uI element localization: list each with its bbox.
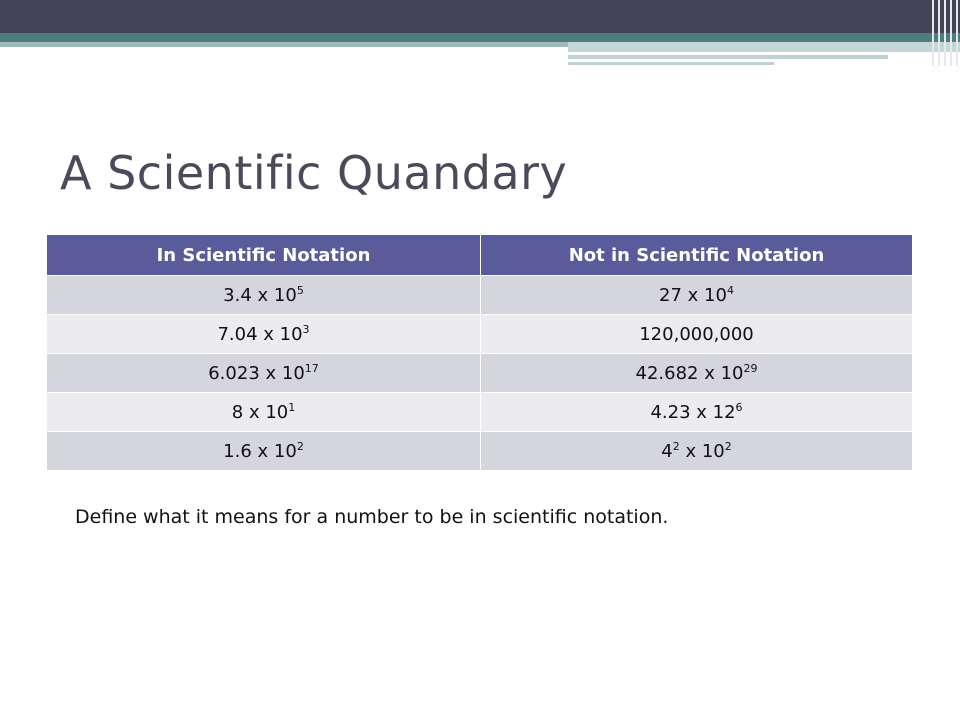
table-row	[47, 432, 912, 471]
table-cell: 7.04 x $10^3$	[47, 315, 481, 354]
table-cell: 120,000,000	[481, 315, 913, 354]
header-accent-line-short	[568, 62, 774, 65]
table-cell: 27 x $10^4$	[481, 276, 913, 315]
table-cell: 4.23 x $12^6$	[481, 393, 913, 432]
column-header-not-scientific: Not in Scientific Notation	[481, 235, 913, 276]
table-cell: 42.682 x $10^{29}$	[481, 354, 913, 393]
table-row	[47, 354, 912, 393]
header-stripes	[926, 0, 960, 66]
header-bar-light-right	[568, 42, 960, 52]
header-bar-teal	[0, 33, 960, 42]
question-prompt: Define what it means for a number to be in scientific notation.	[75, 506, 669, 528]
table-cell: 1.6 x $10^2$	[47, 432, 481, 471]
header-accent-line	[568, 55, 888, 59]
table-row	[47, 276, 912, 315]
table-cell: $4^2$ x $10^2$	[481, 432, 913, 471]
slide-title: A Scientific Quandary	[60, 146, 568, 200]
column-header-scientific: In Scientific Notation	[47, 235, 481, 276]
header-bar-dark	[0, 0, 960, 33]
table-row	[47, 393, 912, 432]
table-cell: 6.023 x $10^{17}$	[47, 354, 481, 393]
table-header-row	[47, 235, 912, 276]
header-bar-light	[0, 42, 568, 47]
table-cell: 3.4 x $10^5$	[47, 276, 481, 315]
notation-table	[47, 235, 912, 470]
table-row	[47, 315, 912, 354]
table-cell: 8 x $10^1$	[47, 393, 481, 432]
